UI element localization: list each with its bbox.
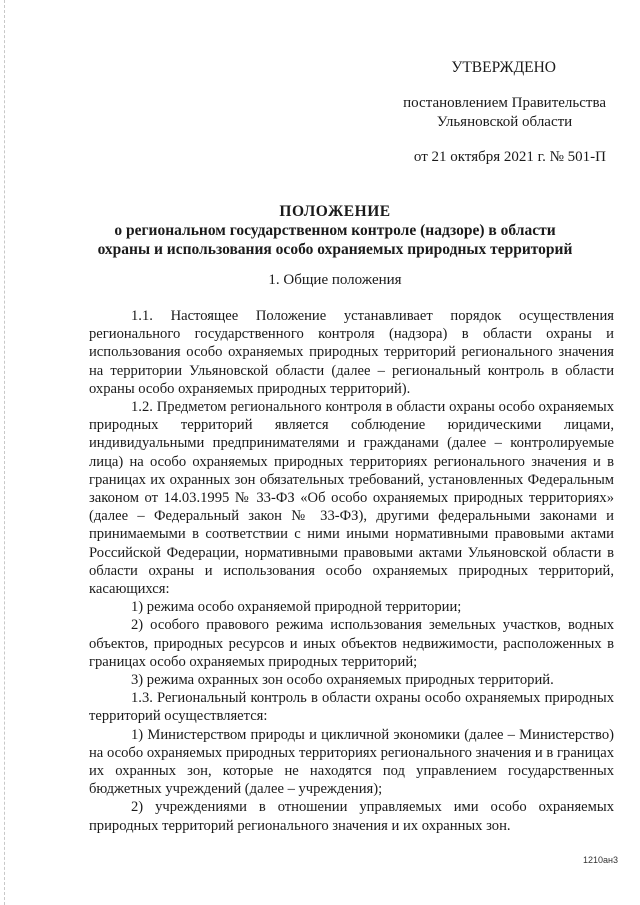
approval-authority-line1: постановлением Правительства: [403, 95, 606, 111]
footer-code: 1210ан3: [582, 855, 618, 865]
title-line-1: ПОЛОЖЕНИЕ: [279, 203, 391, 220]
page-edge: [4, 0, 5, 905]
approval-date: от 21 октября 2021 г. № 501-П: [413, 149, 606, 165]
list-item: 2) особого правового режима использования земельных участков, водных объектов, природных ресурсов и иных объектов недвижимости, расположенных в границах особо охраняемых природных территорий;: [89, 617, 614, 670]
paragraph-1-1: 1.1. Настоящее Положение устанавливает порядок осуществления регионального государственного контроля (надзора) в области охраны и использования особо охраняемых природных территорий регионального значения на территории Ульяновской области (далее – региональный контроль в области охраны особо охраняемых природных территорий).: [89, 308, 614, 397]
document-title: [60, 202, 610, 259]
document-body: [89, 307, 614, 835]
list-item: 1) режима особо охраняемой природной территории;: [131, 599, 462, 616]
list-item: 1) Министерством природы и цикличной экономики (далее – Министерство) на особо охраняемых природных территориях регионального значения и в границах их охранных зон, которые не находятся под управлением государственных бюджетных учреждений (далее – учреждения);: [89, 726, 614, 798]
approval-authority: [403, 94, 606, 132]
list-item: 3) режима охранных зон особо охраняемых природных территорий.: [131, 672, 554, 689]
title-line-2: о региональном государственном контроле (надзоре) в области: [114, 222, 556, 239]
approval-authority-line2: Ульяновской области: [436, 114, 573, 130]
paragraph-1-2: 1.2. Предметом регионального контроля в области охраны особо охраняемых природных территорий является соблюдение юридическими лицами, индивидуальными предпринимателями и гражданами (далее – контролируемые лица) на особо охраняемых природных территориях регионального значения и в границах их охранных зон обязательных требований, установленных Федеральным законом от 14.03.1995 № 33-ФЗ «Об особо охраняемых природных территориях» (далее – Федеральный закон № 33-ФЗ), другими федеральными законами и принимаемыми в соответствии с ними иными нормативными правовыми актами Российской Федерации, нормативными правовыми актами Ульяновской области в области охраны и использования особо охраняемых природных территорий, касающихся:: [89, 399, 614, 598]
list-item: 2) учреждениями в отношении управляемых ими особо охраняемых природных территорий регионального значения и их охранных зон.: [89, 799, 614, 834]
section-heading: 1. Общие положения: [268, 272, 402, 288]
approval-stamp: УТВЕРЖДЕНО: [451, 59, 556, 76]
paragraph-1-3: 1.3. Региональный контроль в области охраны особо охраняемых природных территорий осуществляется:: [89, 690, 614, 725]
title-line-3: охраны и использования особо охраняемых природных территорий: [97, 241, 573, 258]
